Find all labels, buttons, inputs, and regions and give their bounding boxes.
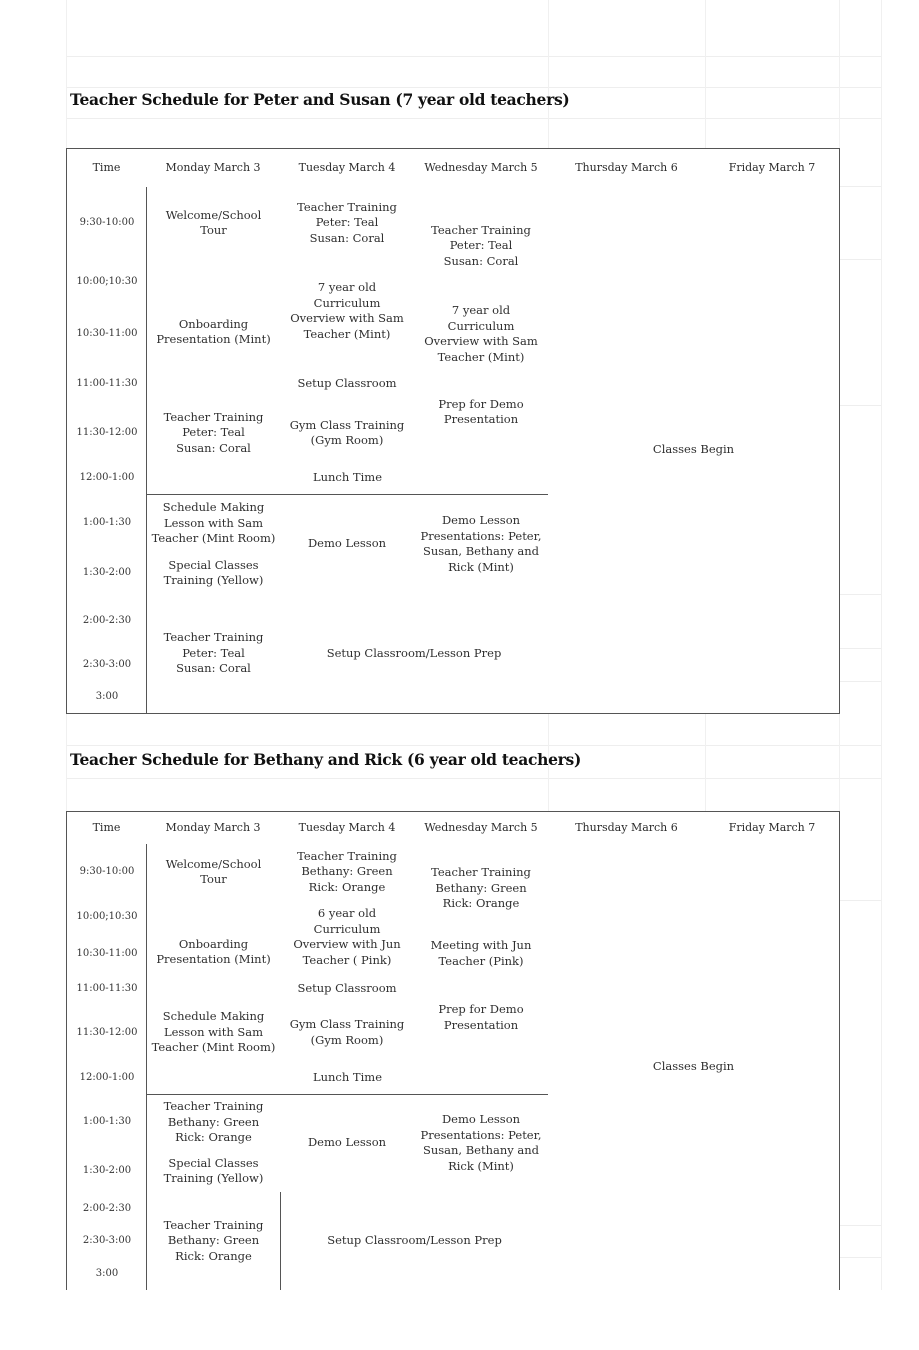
time-slot: 3:00 bbox=[66, 1257, 147, 1290]
tuesday-event: 7 year old Curriculum Overview with Sam Teacher (Mint) bbox=[280, 259, 415, 364]
setup-lesson-prep-cell: Setup Classroom/Lesson Prep bbox=[280, 594, 549, 714]
time-slot: 2:30-3:00 bbox=[66, 1225, 147, 1258]
tuesday-event: Teacher Training Bethany: Green Rick: Orange bbox=[280, 844, 415, 901]
time-slot: 11:00-11:30 bbox=[66, 363, 147, 406]
time-slot: 10:30-11:00 bbox=[66, 305, 147, 364]
header-thursday: Thursday March 6 bbox=[548, 811, 706, 845]
header-monday: Monday March 3 bbox=[146, 148, 281, 188]
wednesday-event: 7 year old Curriculum Overview with Sam Teacher (Mint) bbox=[414, 305, 549, 364]
monday-event: Onboarding Presentation (Mint) bbox=[146, 900, 281, 1005]
setup-lesson-prep-cell: Setup Classroom/Lesson Prep bbox=[280, 1192, 549, 1290]
time-slot: 2:00-2:30 bbox=[66, 1192, 147, 1226]
wednesday-event: Teacher Training Bethany: Green Rick: Orange bbox=[414, 844, 549, 934]
monday-event: Onboarding Presentation (Mint) bbox=[146, 259, 281, 406]
header-time: Time bbox=[66, 148, 147, 188]
lunch-time-cell: Lunch Time bbox=[146, 461, 549, 495]
header-time: Time bbox=[66, 811, 147, 845]
time-slot: 1:00-1:30 bbox=[66, 494, 147, 553]
wednesday-event: Teacher Training Peter: Teal Susan: Coral bbox=[414, 187, 549, 306]
header-tuesday: Tuesday March 4 bbox=[280, 148, 415, 188]
header-monday: Monday March 3 bbox=[146, 811, 281, 845]
time-slot: 9:30-10:00 bbox=[66, 844, 147, 901]
header-friday: Friday March 7 bbox=[705, 811, 840, 845]
tuesday-event: 6 year old Curriculum Overview with Jun Teacher ( Pink) bbox=[280, 900, 415, 975]
tuesday-event: Gym Class Training (Gym Room) bbox=[280, 405, 415, 462]
monday-event: Schedule Making Lesson with Sam Teacher (Mint Room) bbox=[146, 494, 281, 553]
gridline bbox=[881, 0, 882, 1290]
time-slot: 11:30-12:00 bbox=[66, 1004, 147, 1062]
time-slot: 2:00-2:30 bbox=[66, 594, 147, 649]
schedule-title: Teacher Schedule for Peter and Susan (7 year old teachers) bbox=[70, 90, 570, 109]
monday-event: Teacher Training Peter: Teal Susan: Coral bbox=[146, 405, 281, 462]
schedule-title: Teacher Schedule for Bethany and Rick (6 year old teachers) bbox=[70, 750, 581, 769]
tuesday-event: Setup Classroom bbox=[280, 974, 415, 1005]
time-slot: 1:30-2:00 bbox=[66, 552, 147, 595]
time-slot: 10:30-11:00 bbox=[66, 933, 147, 975]
header-thursday: Thursday March 6 bbox=[548, 148, 706, 188]
monday-event: Teacher Training Bethany: Green Rick: Orange bbox=[146, 1192, 281, 1290]
tuesday-event: Teacher Training Peter: Teal Susan: Coral bbox=[280, 187, 415, 260]
monday-event: Schedule Making Lesson with Sam Teacher (Mint Room) bbox=[146, 1004, 281, 1062]
gridline bbox=[66, 745, 881, 746]
monday-event: Special Classes Training (Yellow) bbox=[146, 552, 281, 595]
monday-event: Teacher Training Bethany: Green Rick: Orange bbox=[146, 1094, 281, 1151]
lunch-time-cell: Lunch Time bbox=[146, 1061, 549, 1095]
gridline bbox=[66, 87, 881, 88]
time-slot: 3:00 bbox=[66, 681, 147, 714]
wednesday-event: Prep for Demo Presentation bbox=[414, 974, 549, 1062]
wednesday-event: Meeting with Jun Teacher (Pink) bbox=[414, 933, 549, 975]
time-slot: 12:00-1:00 bbox=[66, 1061, 147, 1095]
time-slot: 10:00;10:30 bbox=[66, 900, 147, 934]
header-wednesday: Wednesday March 5 bbox=[414, 148, 549, 188]
wednesday-event: Demo Lesson Presentations: Peter, Susan, Bethany and Rick (Mint) bbox=[414, 1094, 549, 1193]
tuesday-event: Demo Lesson bbox=[280, 1094, 415, 1193]
time-slot: 11:30-12:00 bbox=[66, 405, 147, 462]
gridline bbox=[66, 56, 881, 57]
tuesday-event: Gym Class Training (Gym Room) bbox=[280, 1004, 415, 1062]
time-slot: 1:30-2:00 bbox=[66, 1150, 147, 1193]
gridline bbox=[66, 778, 881, 779]
monday-event: Teacher Training Peter: Teal Susan: Coral bbox=[146, 594, 281, 714]
monday-event: Welcome/School Tour bbox=[146, 844, 281, 901]
time-slot: 10:00;10:30 bbox=[66, 259, 147, 306]
time-slot: 2:30-3:00 bbox=[66, 648, 147, 682]
classes-begin-cell: Classes Begin bbox=[548, 187, 840, 714]
time-slot: 1:00-1:30 bbox=[66, 1094, 147, 1151]
header-tuesday: Tuesday March 4 bbox=[280, 811, 415, 845]
tuesday-event: Demo Lesson bbox=[280, 494, 415, 595]
tuesday-event: Setup Classroom bbox=[280, 363, 415, 406]
time-slot: 9:30-10:00 bbox=[66, 187, 147, 260]
gridline bbox=[66, 118, 881, 119]
monday-event: Welcome/School Tour bbox=[146, 187, 281, 260]
header-wednesday: Wednesday March 5 bbox=[414, 811, 549, 845]
classes-begin-cell: Classes Begin bbox=[548, 844, 840, 1290]
wednesday-event: Prep for Demo Presentation bbox=[414, 363, 549, 462]
wednesday-event: Demo Lesson Presentations: Peter, Susan, Bethany and Rick (Mint) bbox=[414, 494, 549, 595]
monday-event: Special Classes Training (Yellow) bbox=[146, 1150, 281, 1193]
time-slot: 11:00-11:30 bbox=[66, 974, 147, 1005]
header-friday: Friday March 7 bbox=[705, 148, 840, 188]
time-slot: 12:00-1:00 bbox=[66, 461, 147, 495]
